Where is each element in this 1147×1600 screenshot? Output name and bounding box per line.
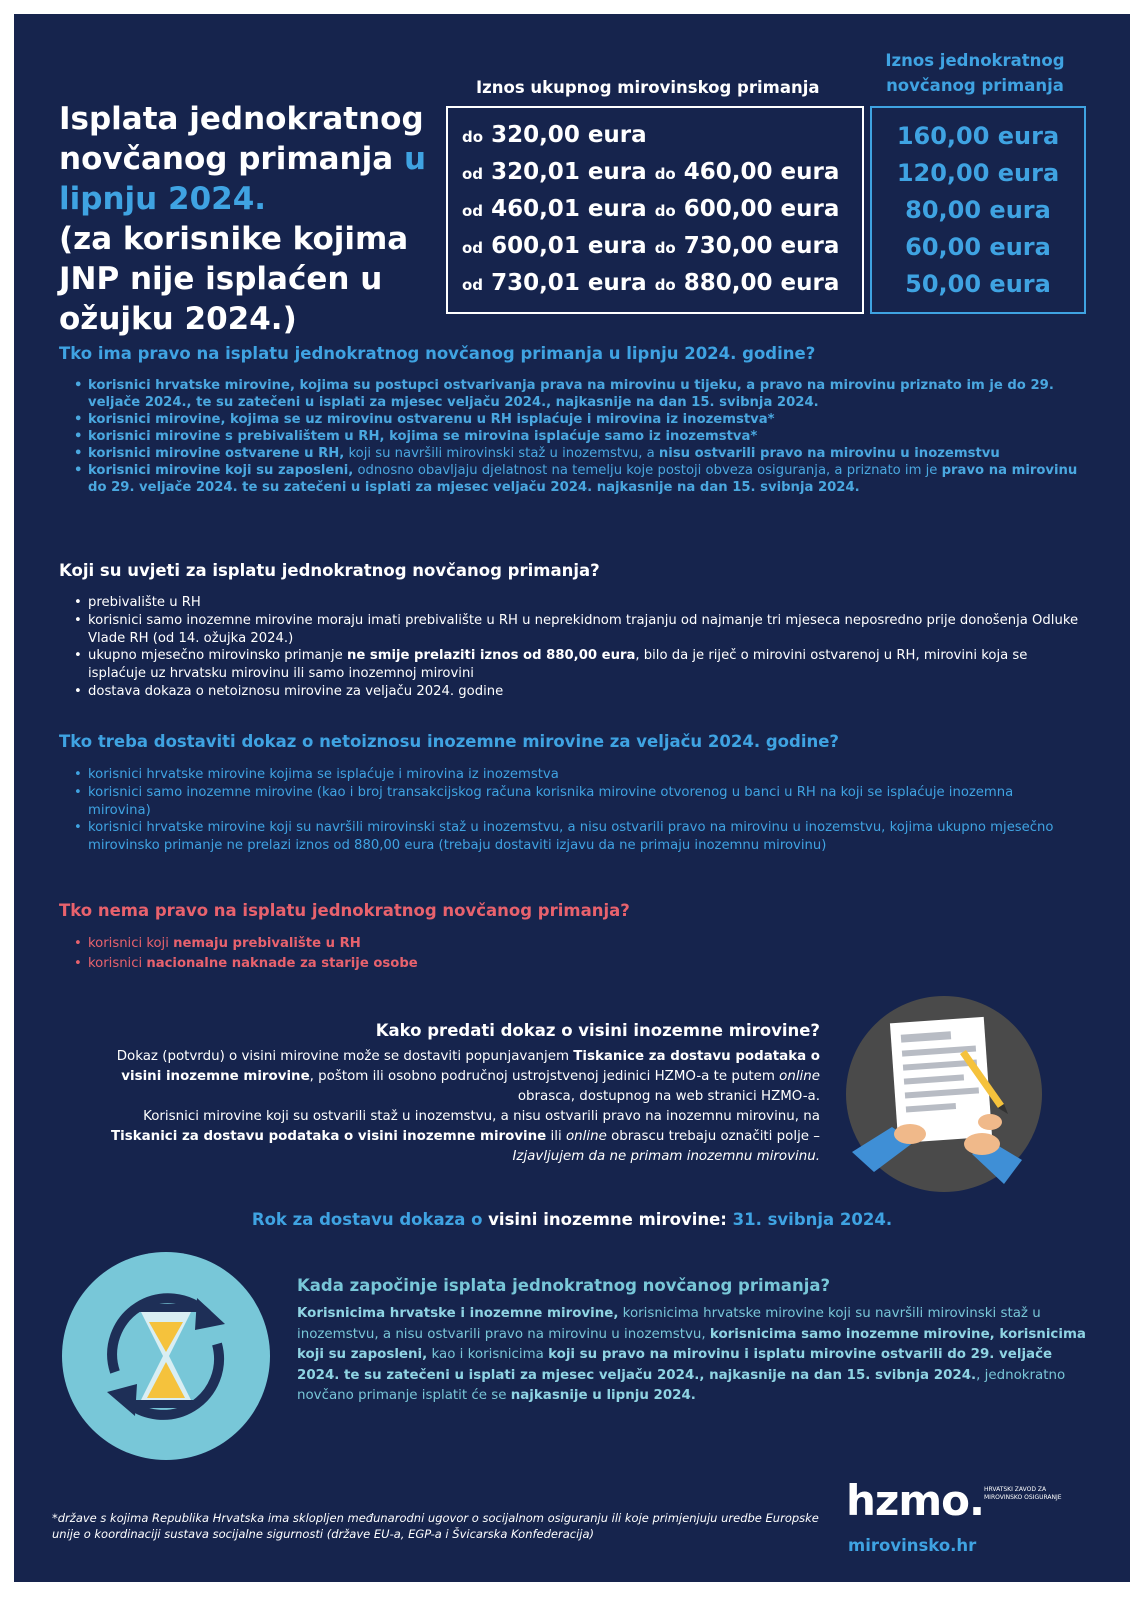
section-heading-not-eligible: Tko nema pravo na isplatu jednokratnog novčanog primanja?	[59, 901, 630, 920]
list-item: • korisnici mirovine, kojima se uz mirovinu ostvarenu u RH isplaćuje i mirovina iz inozemstva*	[72, 411, 1082, 428]
payout-heading: Kada započinje isplata jednokratnog novčanog primanja?	[297, 1276, 831, 1295]
proof-list	[72, 766, 1072, 855]
list-item: • korisnici nacionalne naknade za starije osobe	[72, 954, 872, 974]
list-item: • ukupno mjesečno mirovinsko primanje ne smije prelaziti iznos od 880,00 eura, bilo da je riječ o mirovini ostvarenoj u RH, mirovini koja se isplaćuje uz hrvatsku mirovinu ili samo inozemnoj mirovini	[72, 647, 1082, 683]
amount-row: 80,00 eura	[905, 196, 1051, 224]
list-item: • korisnici hrvatske mirovine, kojima su postupci ostvarivanja prava na mirovinu u tijeku, a pravo na mirovinu priznato im je do 29. veljače 2024., te su zatečeni u isplati za mjesec veljaču 2024., najkasnije na dan 15. svibnja 2024.	[72, 377, 1082, 411]
footnote: *države s kojima Republika Hrvatska ima sklopljen međunarodni ugovor o socijalnom osiguranju ili koje primjenjuju uredbe Europske unije o koordinaciji sustava socijalne sigurnosti (države EU-a, EGP-a i Švicarska Konfederacija)	[52, 1511, 819, 1541]
list-item: • korisnici hrvatske mirovine kojima se isplaćuje i mirovina iz inozemstva	[72, 766, 1072, 784]
section-heading-conditions: Koji su uvjeti za isplatu jednokratnog novčanog primanja?	[59, 561, 600, 580]
amount-row: 120,00 eura	[896, 159, 1060, 187]
range-row: od 730,01 eura do 880,00 eura	[462, 270, 840, 296]
submission-text-2: Korisnici mirovine koji su ostvarili staž u inozemstvu, a nisu ostvarili pravo na inozemnu mirovinu, na Tiskanici za dostavu podataka o visini inozemne mirovine ili online obrascu trebaju označiti polje – Izjavljujem da ne primam inozemnu mirovinu.	[111, 1109, 820, 1164]
hzmo-logo: hzmo.	[846, 1476, 984, 1525]
document-signing-icon	[832, 992, 1056, 1192]
range-table	[446, 106, 864, 314]
list-item: • korisnici hrvatske mirovine koji su navršili mirovinski staž u inozemstvu, a nisu ostvarili pravo na mirovinu u inozemstvu, kojima ukupno mjesečno mirovinsko primanje ne prelazi iznos od 880,00 eura (trebaju dostaviti izjavu da ne primaju inozemnu mirovinu)	[72, 819, 1072, 855]
list-item: • korisnici mirovine ostvarene u RH, koji su navršili mirovinski staž u inozemstvu, a nisu ostvarili pravo na mirovinu u inozemstvu	[72, 445, 1082, 462]
table-header-amount: Iznos jednokratnog novčanog primanja	[885, 51, 1065, 95]
submission-heading: Kako predati dokaz o visini inozemne mirovine?	[375, 1021, 820, 1040]
list-item: • korisnici mirovine koji su zaposleni, odnosno obavljaju djelatnost na temelju koje postoji obveza osiguranja, a priznato im je pravo na mirovinu do 29. veljače 2024. te su zatečeni u isplati za mjesec veljaču 2024. najkasnije na dan 15. svibnja 2024.	[72, 462, 1082, 496]
section-heading-eligible: Tko ima pravo na isplatu jednokratnog novčanog primanja u lipnju 2024. godine?	[59, 344, 816, 363]
eligible-list	[72, 377, 1082, 496]
list-item: • dostava dokaza o netoiznosu mirovine za veljaču 2024. godine	[72, 683, 1082, 701]
list-item: • korisnici koji nemaju prebivalište u RH	[72, 934, 872, 954]
page-title: Isplata jednokratnog novčanog primanja u lipnju 2024. (za korisnike kojima JNP nije isplaćen u ožujku 2024.)	[59, 101, 427, 337]
range-row: od 600,01 eura do 730,00 eura	[462, 233, 840, 259]
deadline: Rok za dostavu dokaza o visini inozemne mirovine: 31. svibnja 2024.	[251, 1210, 893, 1229]
submission-text-1: Dokaz (potvrdu) o visini mirovine može se dostaviti popunjavanjem Tiskanice za dostavu podataka o visini inozemne mirovine, poštom ili osobno područnoj ustrojstvenoj jedinici HZMO-a te putem online obrasca, dostupnog na web stranici HZMO-a.	[116, 1049, 820, 1104]
amount-row: 50,00 eura	[905, 270, 1051, 298]
website-link[interactable]: mirovinsko.hr	[848, 1536, 977, 1555]
hzmo-logo-subtitle: HRVATSKI ZAVOD ZA MIROVINSKO OSIGURANJE	[984, 1486, 1062, 1501]
conditions-list	[72, 594, 1082, 701]
amount-row: 160,00 eura	[896, 122, 1060, 150]
range-row: od 460,01 eura do 600,00 eura	[462, 196, 840, 222]
not-eligible-list	[72, 934, 872, 974]
list-item: • korisnici samo inozemne mirovine moraju imati prebivalište u RH u neprekidnom trajanju od najmanje tri mjeseca neposredno prije donošenja Odluke Vlade RH (od 14. ožujka 2024.)	[72, 612, 1082, 648]
range-row: do 320,00 eura	[462, 122, 647, 148]
list-item: • korisnici samo inozemne mirovine (kao i broj transakcijskog računa korisnika mirovine otvorenog u banci u RH na koji se isplaćuje inozemna mirovina)	[72, 784, 1072, 820]
list-item: • korisnici mirovine s prebivalištem u RH, kojima se mirovina isplaćuje samo iz inozemstva*	[72, 428, 1082, 445]
list-item: • prebivalište u RH	[72, 594, 1082, 612]
poster	[14, 14, 1130, 1582]
submission-info	[104, 1019, 820, 1167]
amount-row: 60,00 eura	[905, 233, 1051, 261]
range-row: od 320,01 eura do 460,00 eura	[462, 159, 840, 185]
section-heading-proof: Tko treba dostaviti dokaz o netoiznosu inozemne mirovine za veljaču 2024. godine?	[59, 732, 839, 751]
table-header-total: Iznos ukupnog mirovinskog primanja	[476, 78, 820, 97]
payout-text: Korisnicima hrvatske i inozemne mirovine, korisnicima hrvatske mirovine koji su navršili mirovinski staž u inozemstvu, a nisu ostvarili pravo na mirovinu u inozemstvu, korisnicima samo inozemne mirovine, korisnicima koji su zaposleni, kao i korisnicima koji su pravo na mirovinu i isplatu mirovine ostvarili do 29. veljače 2024. te su zatečeni u isplati za mjesec veljaču 2024., najkasnije na dan 15. svibnja 2024., jednokratno novčano primanje isplatit će se najkasnije u lipnju 2024.	[297, 1306, 1086, 1404]
hourglass-refresh-icon	[57, 1252, 275, 1460]
amount-table	[870, 106, 1086, 314]
